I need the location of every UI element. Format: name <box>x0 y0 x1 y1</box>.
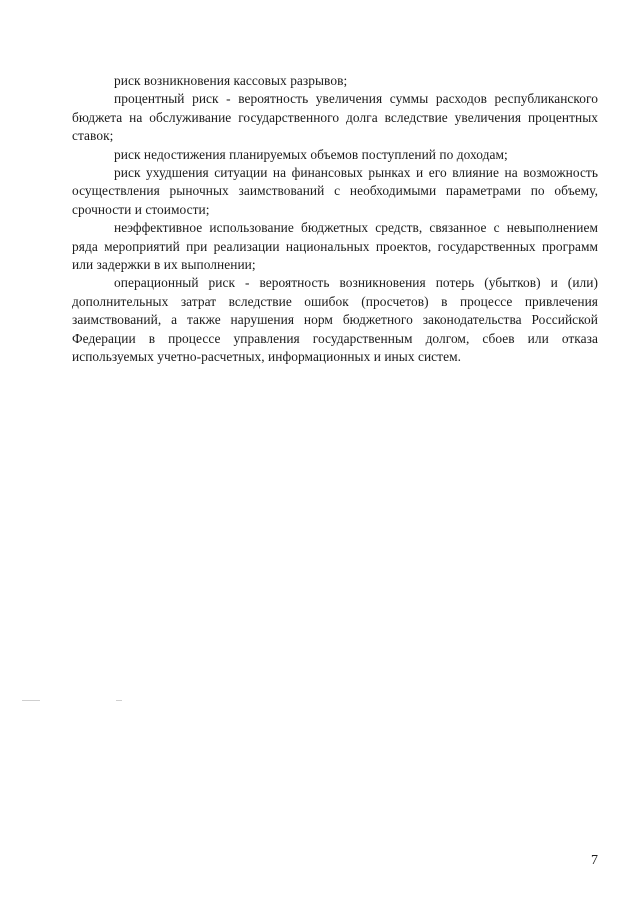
paragraph-cash-gap-risk: риск возникновения кассовых разрывов; <box>114 73 348 88</box>
paragraph-operational-risk: операционный риск - вероятность возникновения потерь (убытков) и (или) дополнительных затрат вследствие ошибок (просчетов) в процессе привлечения заимствований, а также нарушения норм бюджетного законодательства Российской Федерации в процессе управления государственным долгом, сбоев или отказа используемых учетно-расчетных, информационных и иных систем. <box>72 275 598 365</box>
page-number: 7 <box>591 853 598 868</box>
scan-artifact <box>116 700 122 701</box>
scan-artifact <box>22 700 40 701</box>
paragraph-interest-rate-risk: процентный риск - вероятность увеличения суммы расходов республиканского бюджета на обслуживание государственного долга вследствие увеличения процентных ставок; <box>72 91 598 144</box>
paragraph-inefficient-spending-risk: неэффективное использование бюджетных средств, связанное с невыполнением ряда мероприятий при реализации национальных проектов, государственных программ или задержки в их выполнении; <box>72 220 598 273</box>
document-body <box>72 72 598 367</box>
paragraph-market-risk: риск ухудшения ситуации на финансовых рынках и его влияние на возможность осуществления рыночных заимствований с необходимыми параметрами по объему, срочности и стоимости; <box>72 165 598 217</box>
paragraph-revenue-shortfall-risk: риск недостижения планируемых объемов поступлений по доходам; <box>114 146 508 162</box>
